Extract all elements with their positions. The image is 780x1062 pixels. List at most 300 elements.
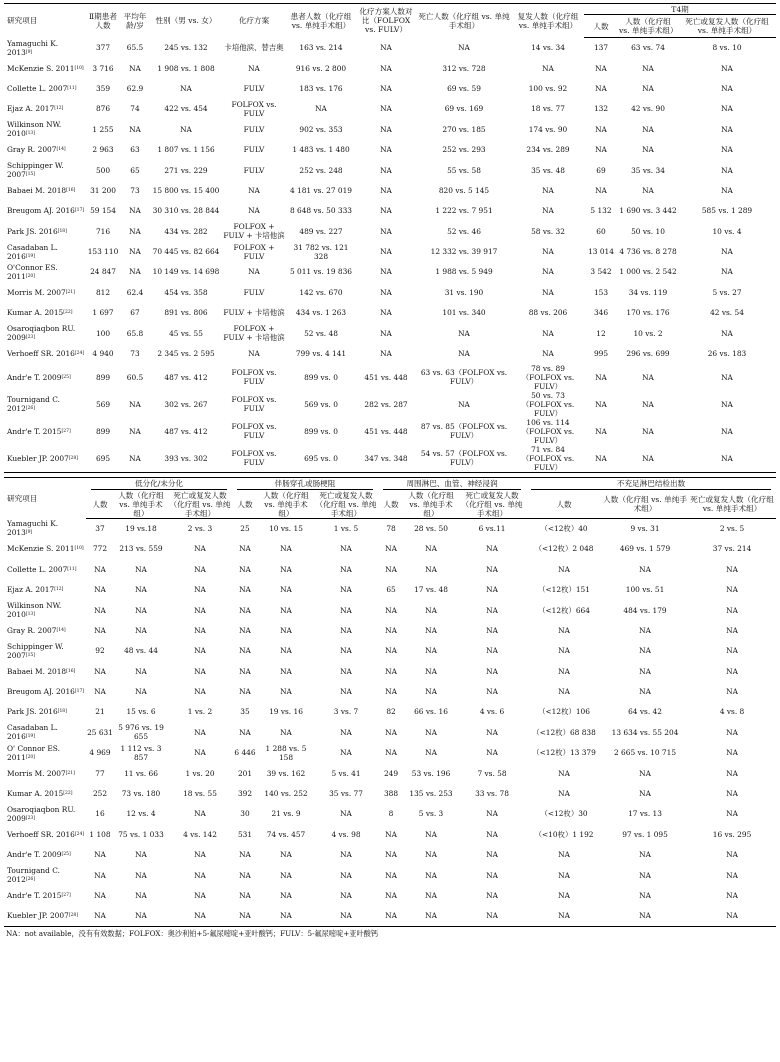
- t4-split-cell: 10 vs. 2: [633, 328, 663, 338]
- perforation-death-cell: 35 vs. 77: [329, 789, 363, 799]
- study-name: Osaroqiaqbon RU. 2009: [7, 804, 76, 823]
- poor-diff-death-cell: 4 vs. 142: [183, 829, 217, 839]
- study-name: Babaei M. 2018: [7, 666, 67, 676]
- study-name: O'Connor ES. 2011: [7, 262, 58, 281]
- sex-cell: 302 vs. 267: [164, 399, 208, 409]
- regimen-compare-cell: NA: [380, 226, 392, 236]
- deaths-cell: 54 vs. 57（FOLFOX vs. FULV）: [420, 449, 508, 468]
- invasion-split-cell: NA: [425, 870, 437, 880]
- regimen-compare-cell: NA: [380, 267, 392, 277]
- regimen-compare-cell: 347 vs. 348: [364, 453, 408, 463]
- mean-age-cell: 73: [130, 185, 140, 195]
- stage2-count-cell: 1 255: [92, 124, 114, 134]
- header-regimen: 化疗方案: [238, 16, 270, 26]
- perforation-count-cell: 6 446: [234, 748, 256, 758]
- study-cell: [4, 763, 86, 783]
- header-regimen-compare: 化疗方案人数对比（FOLFOX vs. FULV）: [359, 7, 413, 35]
- invasion-split-cell: NA: [425, 748, 437, 758]
- recurrence-cell: 106 vs. 114（FOLFOX vs. FULV）: [521, 417, 575, 445]
- nodes-death-cell: NA: [726, 727, 738, 737]
- regimen-compare-cell: NA: [380, 206, 392, 216]
- invasion-death-cell: NA: [486, 666, 498, 676]
- stage2-count-cell: 569: [95, 399, 111, 409]
- table-row: [4, 99, 776, 119]
- nodes-count-cell: （<12枚）664: [538, 605, 590, 615]
- header-group-poor-differentiation: 低分化/未分化: [86, 477, 232, 491]
- regimen-cell: NA: [248, 206, 260, 216]
- sex-cell: 434 vs. 282: [164, 226, 208, 236]
- t4-split-cell: NA: [642, 83, 654, 93]
- recurrence-cell: 88 vs. 206: [528, 308, 568, 318]
- t4-death-cell: NA: [721, 453, 733, 463]
- recurrence-cell: 100 vs. 92: [528, 83, 568, 93]
- poor-diff-count-cell: 772: [92, 544, 108, 554]
- reference-number: [20]: [25, 273, 36, 279]
- nodes-count-cell: NA: [558, 646, 570, 656]
- table-row: [4, 620, 776, 640]
- invasion-death-cell: NA: [486, 727, 498, 737]
- table-row: [4, 445, 776, 473]
- nodes-count-cell: （<12枚）106: [538, 707, 590, 717]
- poor-diff-count-cell: 37: [95, 524, 105, 534]
- poor-diff-death-cell: NA: [194, 727, 206, 737]
- nodes-death-cell: NA: [726, 687, 738, 697]
- perforation-death-cell: NA: [340, 625, 352, 635]
- nodes-count-cell: NA: [558, 666, 570, 676]
- perforation-count-cell: 25: [240, 524, 250, 534]
- deaths-cell: 69 vs. 59: [447, 83, 481, 93]
- poor-diff-count-cell: NA: [94, 564, 106, 574]
- invasion-count-cell: NA: [385, 890, 397, 900]
- stage2-count-cell: 100: [95, 328, 111, 338]
- nodes-count-cell: （<12枚）40: [540, 524, 588, 534]
- t4-split-cell: 1 690 vs. 3 442: [619, 206, 677, 216]
- deaths-cell: 312 vs. 728: [442, 63, 486, 73]
- nodes-split-cell: NA: [639, 646, 651, 656]
- poor-diff-split-cell: NA: [135, 911, 147, 921]
- header2-death: 死亡或复发人数（化疗组 vs. 单纯手术组）: [169, 490, 231, 518]
- t4-death-cell: NA: [721, 185, 733, 195]
- regimen-cell: FULV + 卡培他滨: [223, 308, 285, 318]
- reference-number: [25]: [61, 374, 71, 380]
- patients-cell: 8 648 vs. 50 333: [289, 206, 353, 216]
- nodes-split-cell: 17 vs. 13: [628, 809, 662, 819]
- recurrence-cell: 14 vs. 34: [531, 43, 565, 53]
- patients-cell: 4 181 vs. 27 019: [289, 185, 353, 195]
- t4-death-cell: NA: [721, 63, 733, 73]
- nodes-death-cell: NA: [726, 748, 738, 758]
- study-name: McKenzie S. 2011: [7, 544, 75, 554]
- study-name: Breugom AJ. 2016: [7, 206, 75, 216]
- table-row: [4, 323, 776, 343]
- header2-split: 人数（化疗组 vs. 单纯手术组）: [602, 491, 688, 519]
- invasion-count-cell: NA: [385, 625, 397, 635]
- study-name: Collette L. 2007: [7, 564, 68, 574]
- study-cell: [4, 343, 86, 363]
- perforation-count-cell: 531: [237, 829, 253, 839]
- poor-diff-split-cell: 11 vs. 66: [124, 768, 158, 778]
- nodes-count-cell: （<12枚）2 048: [534, 544, 594, 554]
- regimen-cell: FOLFOX vs. FULV: [231, 449, 277, 468]
- study-cell: [4, 99, 86, 119]
- poor-diff-split-cell: NA: [135, 870, 147, 880]
- sex-cell: 422 vs. 454: [164, 104, 208, 114]
- table-row: [4, 78, 776, 98]
- t4-death-cell: NA: [721, 267, 733, 277]
- poor-diff-death-cell: 2 vs. 3: [187, 524, 213, 534]
- patients-cell: 899 vs. 0: [304, 426, 338, 436]
- t4-count-cell: NA: [595, 453, 607, 463]
- reference-number: [10]: [74, 65, 84, 71]
- nodes-death-cell: NA: [726, 789, 738, 799]
- header-mean-age: 平均年龄/岁: [123, 11, 147, 30]
- recurrence-cell: NA: [542, 287, 554, 297]
- study-cell: [4, 180, 86, 200]
- reference-number: [25]: [61, 852, 71, 858]
- recurrence-cell: 50 vs. 73（FOLFOX vs. FULV）: [521, 390, 575, 418]
- reference-number: [15]: [25, 652, 36, 658]
- nodes-split-cell: 9 vs. 31: [630, 524, 660, 534]
- t4-count-cell: NA: [595, 426, 607, 436]
- t4-split-cell: 1 000 vs. 2 542: [619, 267, 677, 277]
- t4-split-cell: 4 736 vs. 8 278: [619, 247, 677, 257]
- perforation-split-cell: NA: [280, 870, 292, 880]
- study-cell: [4, 804, 86, 824]
- perforation-death-cell: NA: [340, 605, 352, 615]
- reference-number: [24]: [74, 831, 85, 837]
- stage2-count-cell: 3 716: [92, 63, 114, 73]
- mean-age-cell: NA: [129, 247, 141, 257]
- perforation-death-cell: NA: [340, 687, 352, 697]
- invasion-count-cell: NA: [385, 646, 397, 656]
- poor-diff-death-cell: NA: [194, 850, 206, 860]
- reference-number: [13]: [25, 131, 36, 137]
- t4-count-cell: NA: [595, 372, 607, 382]
- mean-age-cell: 63: [130, 145, 140, 155]
- perforation-split-cell: NA: [280, 646, 292, 656]
- perforation-death-cell: NA: [340, 585, 352, 595]
- t4-death-cell: 8 vs. 10: [712, 43, 742, 53]
- table-row: [4, 865, 776, 885]
- invasion-count-cell: NA: [385, 748, 397, 758]
- reference-number: [24]: [74, 351, 85, 357]
- stage2-count-cell: 377: [95, 43, 111, 53]
- perforation-split-cell: NA: [280, 605, 292, 615]
- poor-diff-death-cell: NA: [194, 687, 206, 697]
- header-group-invasion: 周围淋巴、血管、神经浸润: [378, 477, 526, 491]
- patients-cell: 183 vs. 176: [299, 83, 343, 93]
- study-cell: [4, 579, 86, 599]
- invasion-split-cell: NA: [425, 564, 437, 574]
- nodes-count-cell: （<10枚）1 192: [534, 829, 594, 839]
- regimen-compare-cell: 282 vs. 287: [364, 399, 408, 409]
- reference-number: [18]: [57, 228, 67, 234]
- invasion-split-cell: NA: [425, 666, 437, 676]
- study-name: Schippinger W. 2007: [7, 641, 64, 660]
- recurrence-cell: 234 vs. 289: [526, 145, 570, 155]
- regimen-cell: FOLFOX + FULV: [233, 242, 275, 261]
- poor-diff-split-cell: 12 vs. 4: [126, 809, 156, 819]
- poor-diff-split-cell: 48 vs. 44: [124, 646, 158, 656]
- perforation-split-cell: 140 vs. 252: [264, 789, 308, 799]
- header-stage2-count: Ⅱ期患者人数: [89, 11, 117, 30]
- regimen-compare-cell: NA: [380, 349, 392, 359]
- deaths-cell: 87 vs. 85（FOLFOX vs. FULV）: [420, 422, 508, 441]
- t4-count-cell: 12: [596, 328, 606, 338]
- poor-diff-death-cell: NA: [194, 605, 206, 615]
- header-t4-split: 人数（化疗组 vs. 单纯手术组）: [618, 15, 678, 38]
- deaths-cell: 52 vs. 46: [447, 226, 481, 236]
- t4-count-cell: 995: [593, 349, 609, 359]
- invasion-split-cell: NA: [425, 687, 437, 697]
- invasion-death-cell: 6 vs.11: [478, 524, 506, 534]
- poor-diff-count-cell: NA: [94, 585, 106, 595]
- invasion-count-cell: NA: [385, 870, 397, 880]
- study-cell: [4, 518, 86, 538]
- t4-count-cell: 3 542: [590, 267, 612, 277]
- study-cell: [4, 160, 86, 180]
- deaths-cell: 820 vs. 5 145: [438, 185, 490, 195]
- reference-number: [21]: [65, 770, 75, 776]
- study-name: Tournigand C. 2012: [7, 866, 60, 885]
- nodes-count-cell: NA: [558, 911, 570, 921]
- nodes-split-cell: NA: [639, 789, 651, 799]
- perforation-split-cell: NA: [280, 890, 292, 900]
- patients-cell: 5 011 vs. 19 836: [289, 267, 353, 277]
- table-row: [4, 743, 776, 763]
- perforation-death-cell: NA: [340, 911, 352, 921]
- perforation-death-cell: 1 vs. 5: [333, 524, 359, 534]
- deaths-cell: 1 988 vs. 5 949: [435, 267, 493, 277]
- nodes-split-cell: NA: [639, 850, 651, 860]
- invasion-death-cell: NA: [486, 850, 498, 860]
- nodes-count-cell: NA: [558, 625, 570, 635]
- poor-diff-death-cell: NA: [194, 666, 206, 676]
- patients-cell: NA: [315, 104, 327, 114]
- nodes-count-cell: NA: [558, 687, 570, 697]
- t4-split-cell: NA: [642, 124, 654, 134]
- study-cell: [4, 201, 86, 221]
- study-cell: [4, 78, 86, 98]
- deaths-cell: 31 vs. 190: [444, 287, 484, 297]
- stage2-count-cell: 2 963: [92, 145, 114, 155]
- regimen-cell: FOLFOX vs. FULV: [231, 395, 277, 414]
- poor-diff-count-cell: 1 108: [89, 829, 111, 839]
- recurrence-cell: NA: [542, 349, 554, 359]
- study-name: Kuebler JP. 2007: [7, 453, 69, 463]
- mean-age-cell: NA: [129, 426, 141, 436]
- regimen-cell: NA: [248, 349, 260, 359]
- table1-body: [4, 38, 776, 473]
- reference-number: [9]: [25, 49, 33, 55]
- poor-diff-count-cell: NA: [94, 687, 106, 697]
- stage2-count-cell: 812: [95, 287, 111, 297]
- study-name: Ejaz A. 2017: [7, 585, 55, 595]
- deaths-cell: 270 vs. 185: [442, 124, 486, 134]
- sex-cell: 271 vs. 229: [164, 165, 208, 175]
- perforation-death-cell: NA: [340, 870, 352, 880]
- header2-split: 人数（化疗组 vs. 单纯手术组）: [404, 491, 458, 519]
- t4-count-cell: 153: [593, 287, 609, 297]
- nodes-split-cell: 484 vs. 179: [623, 605, 667, 615]
- recurrence-cell: 18 vs. 77: [531, 104, 565, 114]
- mean-age-cell: NA: [129, 267, 141, 277]
- poor-diff-death-cell: NA: [194, 911, 206, 921]
- invasion-count-cell: 82: [386, 707, 396, 717]
- study-name: Casadaban L. 2016: [7, 723, 58, 742]
- regimen-cell: FOLFOX vs. FULV: [231, 99, 277, 118]
- reference-number: [22]: [63, 310, 73, 316]
- invasion-death-cell: NA: [486, 564, 498, 574]
- perforation-split-cell: NA: [280, 911, 292, 921]
- regimen-compare-cell: NA: [380, 43, 392, 53]
- nodes-death-cell: NA: [726, 911, 738, 921]
- nodes-split-cell: 13 634 vs. 55 204: [611, 727, 679, 737]
- regimen-cell: NA: [248, 185, 260, 195]
- poor-diff-death-cell: 1 vs. 20: [185, 768, 215, 778]
- table-row: [4, 139, 776, 159]
- table-row: [4, 763, 776, 783]
- table-row: [4, 661, 776, 681]
- perforation-death-cell: NA: [340, 890, 352, 900]
- t4-split-cell: 34 vs. 119: [628, 287, 668, 297]
- recurrence-cell: 78 vs. 89（FOLFOX vs. FULV）: [521, 363, 575, 391]
- perforation-split-cell: NA: [280, 727, 292, 737]
- sex-cell: 70 445 vs. 82 664: [152, 247, 220, 257]
- table-row: [4, 418, 776, 445]
- header-deaths: 死亡人数（化疗组 vs. 单纯手术组）: [418, 11, 510, 30]
- t4-split-cell: NA: [642, 63, 654, 73]
- reference-number: [19]: [25, 734, 36, 740]
- invasion-count-cell: NA: [385, 605, 397, 615]
- study-name: Kumar A. 2015: [7, 308, 64, 318]
- regimen-compare-cell: 451 vs. 448: [364, 372, 408, 382]
- nodes-split-cell: NA: [639, 890, 651, 900]
- study-cell: [4, 364, 86, 391]
- deaths-cell: 252 vs. 293: [442, 145, 486, 155]
- poor-diff-death-cell: NA: [194, 870, 206, 880]
- poor-diff-death-cell: 1 vs. 2: [187, 707, 213, 717]
- study-cell: [4, 783, 86, 803]
- study-name: Park JS. 2016: [7, 226, 58, 236]
- deaths-cell: 55 vs. 58: [447, 165, 481, 175]
- nodes-count-cell: NA: [558, 768, 570, 778]
- perforation-split-cell: NA: [280, 585, 292, 595]
- study-cell: [4, 824, 86, 844]
- deaths-cell: 1 222 vs. 7 951: [435, 206, 493, 216]
- nodes-death-cell: 16 vs. 295: [712, 829, 752, 839]
- nodes-split-cell: NA: [639, 911, 651, 921]
- study-name: Verhoeff SR. 2016: [7, 349, 75, 359]
- regimen-compare-cell: NA: [380, 185, 392, 195]
- perforation-count-cell: NA: [239, 727, 251, 737]
- header-recurrence: 复发人数（化疗组 vs. 单纯手术组）: [517, 11, 579, 30]
- reference-number: [20]: [25, 754, 36, 760]
- invasion-count-cell: 249: [383, 768, 399, 778]
- sex-cell: NA: [180, 83, 192, 93]
- regimen-compare-cell: 451 vs. 448: [364, 426, 408, 436]
- reference-number: [27]: [61, 428, 71, 434]
- study-name: Andr'e T. 2015: [7, 890, 62, 900]
- reference-number: [26]: [25, 877, 36, 883]
- perforation-split-cell: 39 vs. 162: [266, 768, 306, 778]
- reference-number: [9]: [25, 530, 33, 536]
- study-name: Wilkinson NW. 2010: [7, 120, 62, 139]
- invasion-count-cell: 388: [383, 789, 399, 799]
- regimen-cell: FOLFOX + FULV + 卡培他滨: [223, 324, 285, 343]
- header-patients: 患者人数（化疗组 vs. 单纯手术组）: [290, 11, 352, 30]
- poor-diff-death-cell: NA: [194, 585, 206, 595]
- recurrence-cell: NA: [542, 247, 554, 257]
- header-study: 研究项目: [7, 16, 38, 26]
- mean-age-cell: NA: [129, 399, 141, 409]
- reference-number: [12]: [54, 587, 64, 593]
- t4-split-cell: NA: [642, 372, 654, 382]
- nodes-death-cell: NA: [726, 564, 738, 574]
- reference-number: [26]: [25, 406, 36, 412]
- study-cell: [4, 445, 86, 473]
- nodes-count-cell: （<12枚）30: [540, 809, 588, 819]
- t4-death-cell: 26 vs. 183: [707, 349, 747, 359]
- table-row: [4, 702, 776, 722]
- header2-death: 死亡或复发人数（化疗组 vs. 单纯手术组）: [315, 490, 377, 518]
- reference-number: [28]: [68, 455, 79, 461]
- poor-diff-count-cell: NA: [94, 666, 106, 676]
- nodes-split-cell: NA: [639, 564, 651, 574]
- mean-age-cell: 65: [130, 165, 140, 175]
- perforation-count-cell: NA: [239, 585, 251, 595]
- perforation-death-cell: NA: [340, 748, 352, 758]
- poor-diff-death-cell: NA: [194, 646, 206, 656]
- reference-number: [11]: [67, 566, 77, 572]
- t4-death-cell: NA: [721, 124, 733, 134]
- recurrence-cell: NA: [542, 63, 554, 73]
- study-cell: [4, 58, 86, 78]
- perforation-count-cell: NA: [239, 646, 251, 656]
- recurrence-cell: 71 vs. 84（FOLFOX vs. FULV）: [521, 444, 575, 472]
- study-name: Morris M. 2007: [7, 768, 66, 778]
- stage2-count-cell: 24 847: [90, 267, 116, 277]
- mean-age-cell: 65.5: [126, 43, 144, 53]
- table-row: [4, 559, 776, 579]
- t4-death-cell: NA: [721, 372, 733, 382]
- study-name: Park JS. 2016: [7, 707, 58, 717]
- study-name: Tournigand C. 2012: [7, 395, 60, 414]
- nodes-count-cell: NA: [558, 850, 570, 860]
- stage2-count-cell: 876: [95, 104, 111, 114]
- perforation-death-cell: 3 vs. 7: [333, 707, 359, 717]
- t4-death-cell: 585 vs. 1 289: [701, 206, 753, 216]
- perforation-split-cell: 19 vs. 16: [269, 707, 303, 717]
- study-name: Collette L. 2007: [7, 83, 68, 93]
- study-cell: [4, 743, 86, 763]
- study-name: Yamaguchi K. 2013: [7, 519, 59, 538]
- invasion-count-cell: 78: [386, 524, 396, 534]
- stage2-count-cell: 59 154: [90, 206, 116, 216]
- stage2-count-cell: 899: [95, 426, 111, 436]
- reference-number: [16]: [66, 187, 76, 193]
- table-row: [4, 518, 776, 538]
- stage2-count-cell: 153 110: [87, 247, 119, 257]
- header-t4-group: T4期: [584, 4, 776, 15]
- patients-cell: 916 vs. 2 800: [295, 63, 347, 73]
- study-name: Osaroqiaqbon RU. 2009: [7, 324, 76, 343]
- patients-cell: 902 vs. 353: [299, 124, 343, 134]
- poor-diff-death-cell: NA: [194, 564, 206, 574]
- invasion-split-cell: 28 vs. 50: [414, 524, 448, 534]
- study-name: Wilkinson NW. 2010: [7, 601, 62, 619]
- invasion-death-cell: NA: [486, 625, 498, 635]
